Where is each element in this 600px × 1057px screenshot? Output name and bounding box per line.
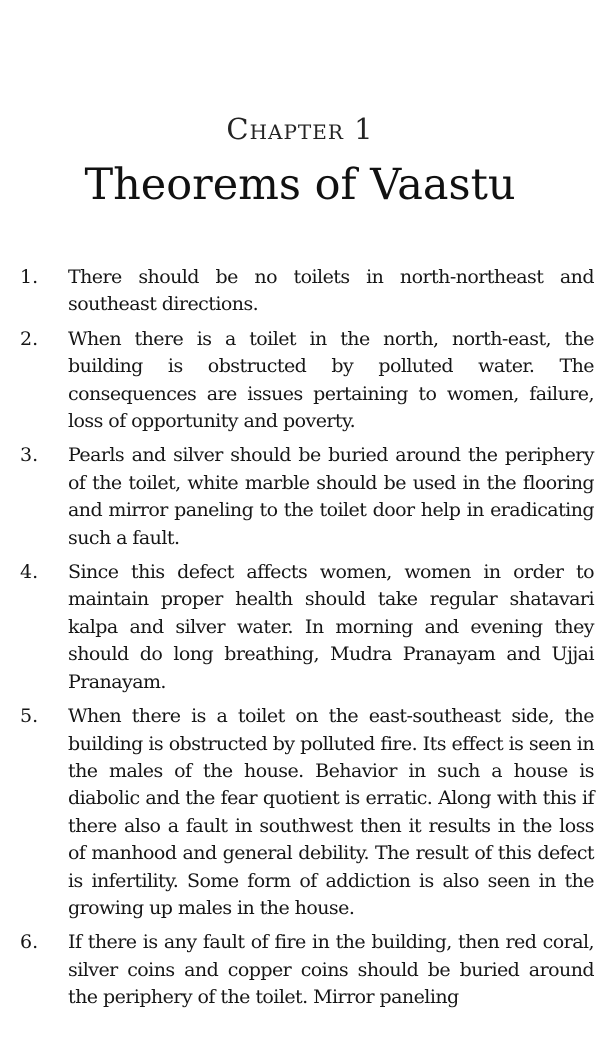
chapter-label-rest: hapter 1 — [249, 112, 374, 146]
theorem-text: Pearls and silver should be buried around the periphery of the toilet, white marble should be used in the flooring and mirror paneling to the toilet door help in eradicating such a fault. — [68, 444, 594, 549]
chapter-title: Theorems of Vaastu — [84, 160, 516, 210]
chapter-label-initial: C — [226, 112, 250, 146]
theorem-number: 4. — [20, 561, 39, 584]
theorem-text: If there is any fault of fire in the building, then red coral, silver coins and copper coins should be buried around the periphery of the toilet. Mirror paneling — [68, 931, 594, 1009]
theorem-item-5 — [20, 703, 594, 922]
theorem-text: Since this defect affects women, women in order to maintain proper health should take regular shatavari kalpa and silver water. In morning and evening they should do long breathing, Mudra Pranayam and Ujjai Pranayam. — [68, 561, 594, 693]
theorem-text: When there is a toilet in the north, north-east, the building is obstructed by polluted water. The consequences are issues pertaining to women, failure, loss of opportunity and poverty. — [68, 327, 594, 433]
theorem-text: When there is a toilet on the east-southeast side, the building is obstructed by polluted fire. Its effect is seen in the males of the house. Behavior in such a house is diabolic and the fear quotient is erratic. Along with this if there also a fault in southwest then it results in the loss of manhood and general debility. The result of this defect is infertility. Some form of addiction is also seen in the growing up males in the house. — [68, 705, 594, 919]
theorem-item-6 — [20, 929, 594, 1011]
theorem-list — [20, 264, 594, 1019]
chapter-label — [0, 112, 600, 146]
theorem-item-4 — [20, 559, 594, 696]
theorem-number: 2. — [20, 327, 39, 350]
theorem-item-2 — [20, 326, 594, 436]
theorem-number: 5. — [20, 705, 39, 728]
theorem-item-3 — [20, 442, 594, 552]
theorem-text: There should be no toilets in north-northeast and southeast directions. — [68, 266, 594, 316]
theorem-number: 3. — [20, 444, 39, 467]
theorem-item-1 — [20, 264, 594, 319]
theorem-number: 6. — [20, 931, 39, 954]
theorem-number: 1. — [20, 266, 39, 288]
